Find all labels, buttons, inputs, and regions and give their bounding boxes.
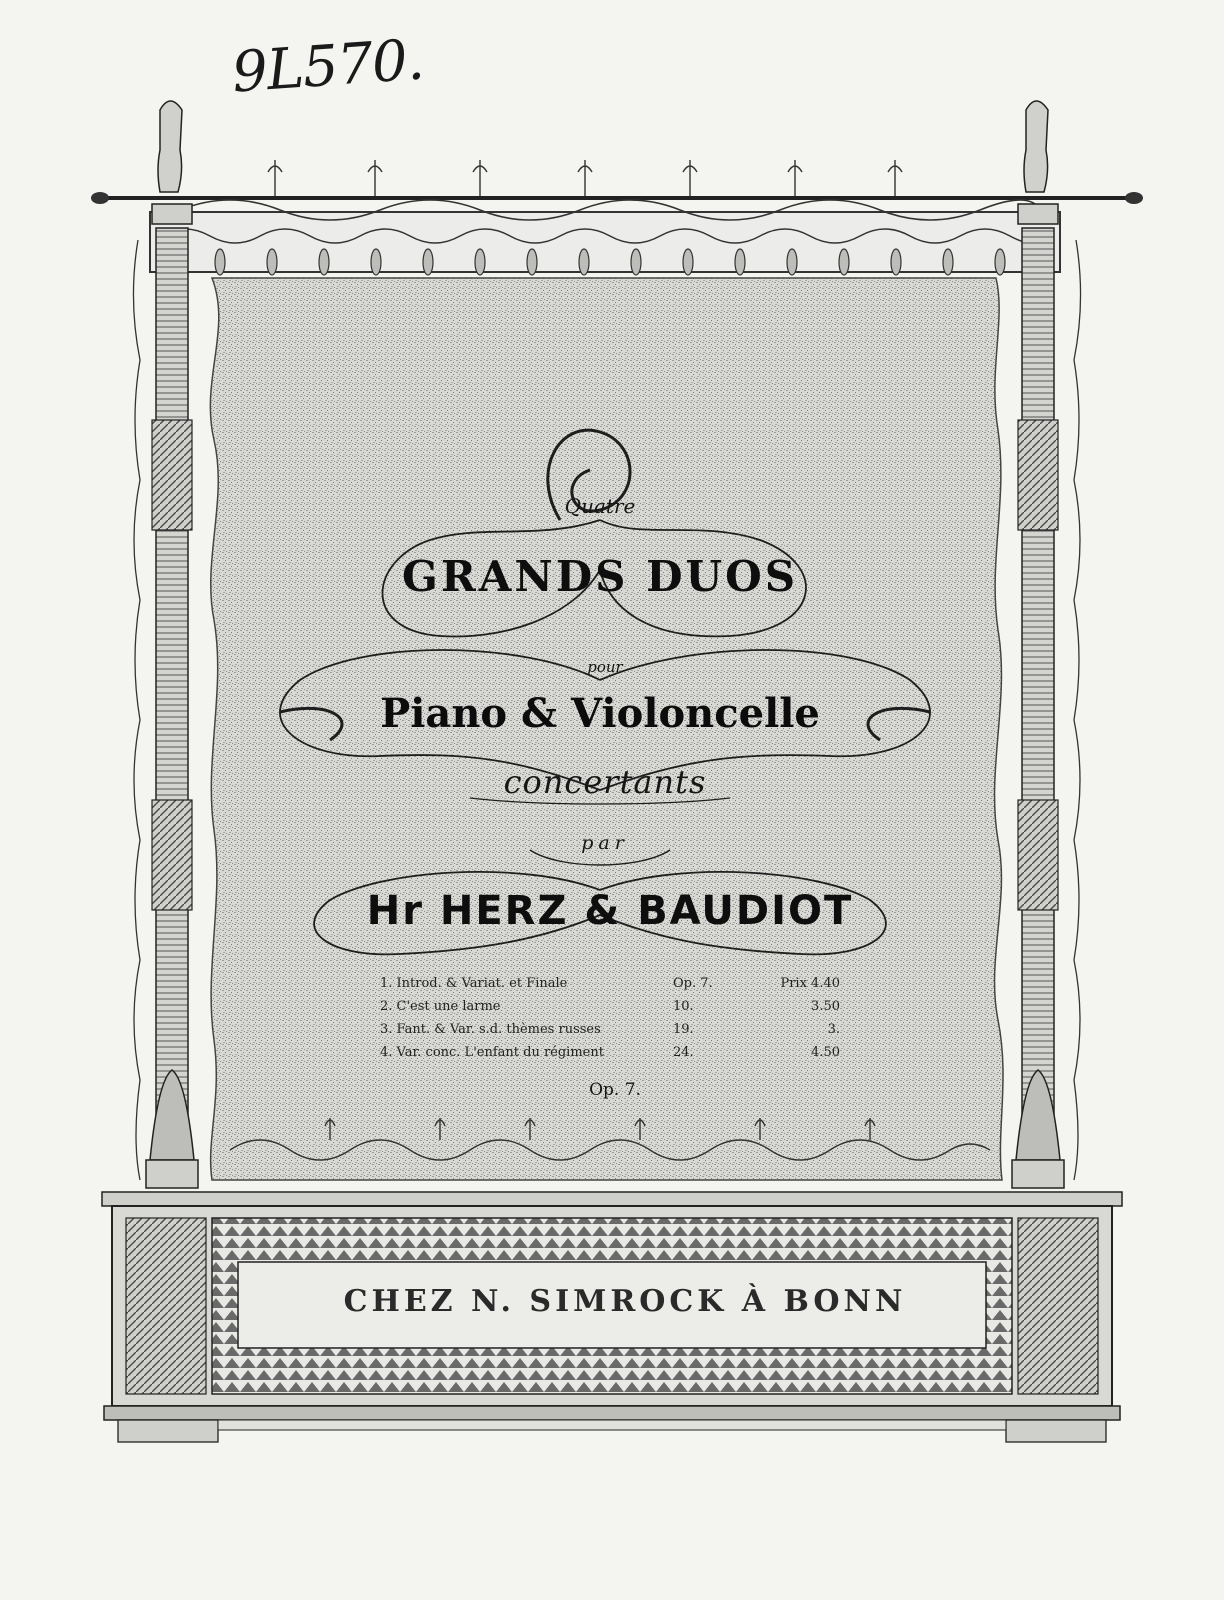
title-grands-duos: GRANDS DUOS [401, 552, 799, 601]
opus-number: Op. 7. [589, 1080, 641, 1100]
work-price: 3. [827, 1022, 840, 1037]
list-item [380, 1045, 840, 1068]
title-pour: pour [587, 658, 623, 676]
work-title: 1. Introd. & Variat. et Finale [380, 976, 568, 991]
work-opus: 24. [673, 1045, 694, 1060]
right-column [1012, 101, 1081, 1188]
work-opus: Op. 7. [673, 976, 713, 991]
title-concertants: concertants [503, 763, 707, 801]
work-price: 4.50 [811, 1045, 840, 1060]
finials [268, 160, 902, 196]
work-opus: 19. [673, 1022, 694, 1037]
left-column [133, 101, 198, 1188]
list-item [380, 999, 840, 1022]
title-par: par [581, 832, 629, 854]
work-opus: 10. [673, 999, 694, 1014]
work-title: 4. Var. conc. L'enfant du régiment [380, 1045, 604, 1060]
work-price: 3.50 [811, 999, 840, 1014]
publisher-imprint: CHEZ N. SIMROCK À BONN [343, 1284, 907, 1319]
title-quatre: Quatre [564, 494, 636, 518]
work-price: Prix 4.40 [780, 976, 840, 991]
title-instruments: Piano & Violoncelle [380, 690, 820, 737]
works-list [380, 976, 840, 1068]
list-item [380, 976, 840, 999]
work-title: 3. Fant. & Var. s.d. thèmes russes [380, 1022, 601, 1037]
authors: Hr HERZ & BAUDIOT [366, 888, 854, 934]
list-item [380, 1022, 840, 1045]
shelfmark: 9L570. [229, 27, 426, 106]
work-title: 2. C'est une larme [380, 999, 501, 1014]
